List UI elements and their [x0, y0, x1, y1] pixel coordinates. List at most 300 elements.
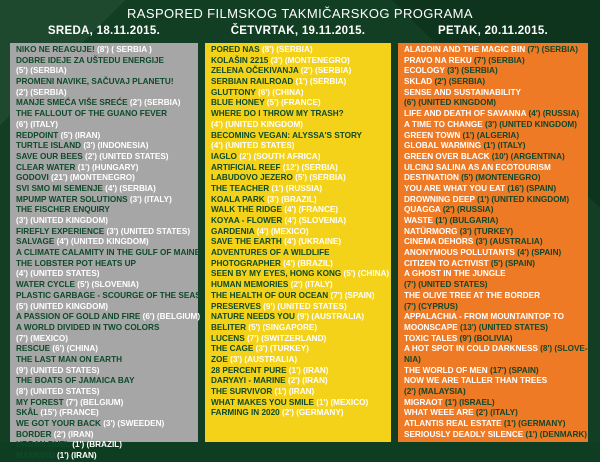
film-entry [211, 291, 385, 302]
film-title: LIFE AND DEATH OF SAVANNA [404, 109, 527, 119]
film-meta: (17') (SPAIN) [487, 365, 539, 375]
film-meta: (1') (SERBIA) [293, 77, 347, 87]
film-entry [404, 366, 582, 377]
film-title: ATLANTIS REAL ESTATE [404, 419, 502, 429]
film-meta: (1') (UNITED KINGDOM) [474, 194, 570, 204]
film-entry [211, 312, 385, 323]
film-meta: (9') (UNITED STATES) [16, 365, 100, 375]
column-header: ČETVRTAK, 19.11.2015. [230, 25, 366, 37]
film-title: TURTLE ISLAND [16, 141, 82, 151]
film-title: APPALACHIA - FROM MOUNTAINTOP TO [404, 312, 564, 322]
film-entry [211, 141, 385, 152]
film-title: GARDENIA [211, 226, 255, 236]
film-meta: (4') (RUSSIA) [526, 109, 580, 119]
film-entry [16, 88, 192, 99]
film-entry [211, 248, 385, 259]
film-title: ANONYMOUS POLLUTANTS [404, 248, 515, 258]
film-entry [211, 131, 385, 142]
film-meta: (3') (TURKEY) [253, 344, 309, 354]
film-entry [16, 66, 192, 77]
film-title: THE FALLOUT OF THE GUANO FEVER [16, 109, 168, 119]
film-meta: (1') (ALGERIA) [460, 130, 520, 140]
film-title: RESCUE [16, 344, 51, 354]
film-entry [211, 408, 385, 419]
film-entry [16, 45, 192, 56]
film-title: BLUE HONEY [211, 98, 265, 108]
film-meta: (1') (GERMANY) [501, 419, 566, 429]
film-entry [16, 184, 192, 195]
film-title: SKÅL [16, 408, 39, 418]
film-entry [16, 355, 192, 366]
film-entry [211, 205, 385, 216]
film-title: MY FOREST [16, 397, 64, 407]
film-meta: (2') (SERBIA) [16, 87, 67, 97]
column-wednesday [10, 22, 203, 461]
film-entry [16, 98, 192, 109]
film-entry [404, 237, 582, 248]
film-entry [404, 173, 582, 184]
film-entry [211, 173, 385, 184]
film-meta: (1') (RUSSIA) [269, 183, 323, 193]
film-title: GLOBAL WARMING [404, 141, 482, 151]
film-meta: (4') (SERBIA) [102, 183, 156, 193]
film-entry [211, 98, 385, 109]
film-title: 28 PERCENT PURE [211, 365, 287, 375]
film-entry [211, 323, 385, 334]
film-title: KOALA PARK [211, 194, 265, 204]
film-entry [16, 312, 201, 323]
film-title: FARMING IN 2020 [211, 408, 280, 418]
film-entry [211, 398, 385, 409]
film-meta: (5') (FRANCE) [264, 98, 321, 108]
film-meta: (1') (IRAN) [286, 365, 329, 375]
film-meta: (4') (UNITED STATES) [16, 269, 100, 279]
film-title: GLUTTONY [211, 87, 256, 97]
film-meta: (3') (SERBIA) [444, 66, 498, 76]
film-meta: (5') (SLOVENIA) [74, 280, 139, 290]
film-entry [404, 152, 582, 163]
film-meta: (3') (BRAZIL) [264, 194, 317, 204]
film-title: IAGLO [211, 151, 237, 161]
film-title: LUCENS [211, 333, 245, 343]
film-meta: (4') (UNITED KINGDOM) [54, 237, 149, 247]
film-entry [211, 216, 385, 227]
film-meta: (3') (AUSTRALIA) [473, 237, 543, 247]
film-entry [404, 355, 582, 366]
film-title: KOLAŠIN 2215 [211, 55, 269, 65]
film-meta: (3') (UNITED KINGDOM) [482, 119, 577, 129]
film-title: CITIZEN TO ACTIVIST [404, 258, 489, 268]
film-entry [16, 120, 192, 131]
film-entry [211, 237, 385, 248]
film-meta: (7') (BELGIUM) [63, 397, 124, 407]
film-title: REDPOINT [16, 130, 59, 140]
film-meta: (3') (AUSTRALIA) [227, 354, 298, 364]
film-title: GREEN TOWN [404, 130, 461, 140]
film-title: PROMENI NAVIKE, SAČUVAJ PLANETU! [16, 77, 174, 87]
film-entry [404, 280, 582, 291]
film-entry [211, 45, 385, 56]
column-thursday [205, 22, 391, 442]
film-entry [211, 109, 385, 120]
film-meta: (2') (IRAN) [51, 429, 94, 439]
film-title: THE SURVIVOR [211, 387, 273, 396]
film-meta: (1') (BRAZIL) [69, 440, 122, 450]
film-title: URBAN DUEL [16, 440, 70, 450]
film-title: SERBIAN RAILROAD [211, 77, 294, 87]
film-entry [404, 419, 582, 430]
film-title: PHOTOGRAPHER [211, 258, 281, 268]
film-title: A CLIMATE CALAMITY IN THE GULF OF MAINE: [16, 248, 203, 258]
film-title: WHAT MAKES YOU SMILE [211, 397, 314, 407]
film-title: THE HEALTH OF OUR OCEAN [211, 290, 329, 300]
film-entry [211, 376, 385, 387]
film-title: THE WORLD OF MEN [404, 365, 488, 375]
film-meta: (5') (SERBIA) [292, 173, 346, 183]
column-friday [398, 22, 588, 442]
film-meta: (2') (SERBIA) [432, 77, 486, 87]
film-title: A HOT SPOT IN COLD DARKNESS [404, 344, 538, 354]
film-title: THE FISCHER ENQUIRY [16, 205, 110, 215]
film-title: NATÜRMORG [404, 226, 458, 236]
film-entry [16, 227, 192, 238]
film-entry [211, 269, 390, 280]
film-title: PRESERVES [211, 301, 261, 311]
film-title: NATURE NEEDS YOU [211, 312, 295, 322]
film-title: WALK THE RIDGE [211, 205, 282, 215]
film-meta: (13') (UNITED STATES) [457, 322, 549, 332]
film-title: A TIME TO CHANGE [404, 119, 483, 129]
film-title: DARYAYI - MARINE [211, 376, 286, 386]
film-entry [211, 163, 385, 174]
film-meta: (5') (UNITED KINGDOM) [16, 301, 109, 311]
film-title: GODOVI [16, 173, 49, 183]
film-title: DROWNING DEEP [404, 194, 475, 204]
film-title: LABUDOVO JEZERO [211, 173, 293, 183]
film-title: BECOMING VEGAN: ALYSSA'S STORY [211, 130, 363, 140]
film-meta: (5') (SPAIN) [488, 258, 535, 268]
film-title: ZELENA OČEKIVANJA [211, 66, 299, 76]
film-title: WASTE [404, 216, 434, 225]
film-entry [16, 408, 192, 419]
film-entry [211, 344, 385, 355]
film-entry [404, 163, 582, 174]
film-title: A GHOST IN THE JUNGLE [404, 269, 506, 279]
film-entry [16, 205, 192, 216]
film-title: ECOLOGY [404, 66, 445, 76]
film-meta: (4') (FRANCE) [281, 205, 339, 215]
film-title: THE OLIVE TREE AT THE BORDER [404, 290, 541, 300]
film-entry [211, 152, 385, 163]
film-title: FIREFLY EXPERIENCE [16, 226, 105, 236]
film-entry [16, 451, 192, 462]
film-entry [16, 259, 192, 270]
film-entry [211, 195, 385, 206]
film-title: CINEMA DEHORS [404, 237, 474, 247]
film-title: A WORLD DIVIDED IN TWO COLORS [16, 322, 160, 332]
film-meta: (1') (MEXICO) [313, 397, 369, 407]
film-title: WHAT WEEE ARE [404, 408, 474, 418]
film-title: HUMAN MEMORIES [211, 280, 289, 290]
film-title: GREEN OVER BLACK [404, 151, 490, 161]
film-entry [404, 66, 582, 77]
film-meta: (1') (ITALY) [481, 141, 526, 151]
page-title: RASPORED FILMSKOG TAKMIČARSKOG PROGRAMA [127, 6, 473, 21]
film-entry [16, 376, 192, 387]
film-meta: (8') ( SERBIA ) [94, 45, 152, 54]
film-title: DOBRE IDEJE ZA UŠTEDU ENERGIJE [16, 55, 165, 65]
film-meta: (5') (IRAN) [58, 130, 101, 140]
film-entry [16, 77, 192, 88]
film-entry [16, 131, 192, 142]
film-entry [404, 98, 582, 109]
film-meta: (3') (UNITED STATES) [104, 226, 191, 236]
film-title: ADVENTURES OF A WILDLIFE [211, 248, 330, 258]
film-meta: (7') (CYPRUS) [404, 301, 458, 311]
film-entry [404, 334, 582, 345]
film-meta: (2') (GERMANY) [279, 408, 344, 418]
film-meta: (5') (SINGAPORE) [246, 322, 318, 332]
film-meta: (9') (AUSTRALIA) [294, 312, 365, 322]
film-meta: (2') (ITALY) [288, 280, 333, 290]
film-meta: (5') (CHINA) [341, 269, 390, 279]
film-list [205, 43, 391, 442]
film-entry [16, 269, 192, 280]
film-title: THE CAGE [211, 344, 254, 354]
film-meta: (1') (IRAN) [54, 451, 97, 461]
film-entry [211, 302, 385, 313]
film-meta: (12') (SERBIA) [280, 162, 338, 172]
film-entry [16, 109, 192, 120]
film-title: SENSE AND SUSTAINABILITY [404, 87, 521, 97]
film-meta: (2') (SERBIA) [298, 66, 352, 76]
film-meta: (1') (DENMARK) [523, 429, 588, 439]
film-meta: (2') (SERBIA) [127, 98, 181, 108]
film-meta: (2') (ITALY) [473, 408, 518, 418]
film-title: ALADDIN AND THE MAGIC BIN [404, 45, 526, 54]
film-meta: (6') (ITALY) [16, 119, 58, 129]
film-title: ARTIFICIAL REEF [211, 162, 281, 172]
film-meta: (4') (UKRAINE) [281, 237, 342, 247]
film-entry [404, 259, 582, 270]
film-title: BELITER [211, 322, 247, 332]
film-title: THE TEACHER [211, 183, 270, 193]
film-title: THE BOATS OF JAMAICA BAY [16, 376, 135, 386]
film-title: SEEN BY MY EYES, HONG KONG [211, 269, 342, 279]
film-title: THE LAST MAN ON EARTH [16, 354, 122, 364]
film-meta: (4') (UNITED KINGDOM) [211, 119, 304, 129]
film-meta: (4') (BRAZIL) [280, 258, 333, 268]
film-entry [404, 248, 582, 259]
film-meta: (21') (MONTENEGRO) [48, 173, 135, 183]
film-meta: (3') (ITALY) [127, 194, 172, 204]
film-entry [16, 323, 192, 334]
film-entry [16, 334, 192, 345]
film-entry [211, 227, 385, 238]
film-meta: (7') (MEXICO) [16, 333, 68, 343]
film-meta: (7') (SWITZERLAND) [244, 333, 327, 343]
film-meta: (9') (UNITED STATES) [260, 301, 347, 311]
film-title: SVI SMO MI SEMENJE [16, 183, 103, 193]
film-meta: (2') (RUSSIA) [440, 205, 494, 215]
film-meta: (2') (UNITED STATES) [82, 151, 169, 161]
film-meta: (2') (SOUTH AFRICA) [236, 151, 321, 161]
film-meta: (1') (HUNGARY) [75, 162, 139, 172]
film-title: PORED NAS [211, 45, 260, 54]
film-entry [211, 88, 385, 99]
film-meta: (2') (IRAN) [285, 376, 328, 386]
film-meta: (8') (SLOVE- [537, 344, 588, 354]
column-header: PETAK, 20.11.2015. [437, 25, 549, 37]
film-meta: (10') (ARGENTINA) [489, 151, 565, 161]
film-meta: (1') (BULGARIA) [433, 216, 499, 225]
film-entry [404, 131, 582, 142]
film-entry [211, 387, 385, 398]
film-entry [404, 45, 582, 56]
film-meta: (7') (UNITED STATES) [404, 280, 488, 290]
film-title: SAVE THE EARTH [211, 237, 282, 247]
film-entry [16, 366, 192, 377]
film-meta: (2') (MALAYSIA) [404, 387, 466, 396]
film-title: WATER CYCLE [16, 280, 75, 290]
film-title: WE GOT YOUR BACK [16, 419, 101, 429]
film-entry [211, 56, 385, 67]
film-entry [404, 376, 582, 387]
film-entry [404, 312, 582, 323]
film-entry [404, 195, 582, 206]
film-entry [16, 387, 192, 398]
film-title: CLEAR WATER [16, 162, 76, 172]
film-entry [211, 184, 385, 195]
film-entry [404, 205, 582, 216]
film-meta: (4') (UNITED STATES) [211, 141, 295, 151]
film-entry [211, 366, 385, 377]
film-title: QUAGGA [404, 205, 441, 215]
film-title: SERIOUSLY DEADLY SILENCE [404, 429, 524, 439]
film-meta: (3') (UNITED KINGDOM) [16, 216, 109, 225]
film-entry [404, 184, 582, 195]
film-entry [16, 141, 192, 152]
film-entry [404, 269, 582, 280]
film-entry [16, 430, 192, 441]
film-meta: (7') (SERBIA) [525, 45, 579, 54]
film-meta: (3') (SWEEDEN) [100, 419, 165, 429]
film-entry [211, 120, 385, 131]
film-title: PLASTIC GARBAGE - SCOURGE OF THE SEAS [16, 290, 201, 300]
film-list [10, 43, 203, 461]
film-entry [16, 290, 201, 302]
film-title: PRAVO NA REKU [404, 55, 472, 65]
film-meta: (6') (BELGIUM) [140, 312, 201, 322]
film-entry [211, 66, 385, 77]
film-meta: (7') (SPAIN) [328, 290, 375, 300]
film-title: YOU ARE WHAT YOU EAT [404, 183, 506, 193]
film-list [398, 43, 588, 442]
film-entry [404, 323, 582, 334]
film-entry [16, 280, 192, 291]
film-entry [16, 152, 192, 163]
film-title: SKLAD [404, 77, 433, 87]
film-meta: (7') (SERBIA) [471, 55, 525, 65]
film-meta: (3') (MONTENEGRO) [268, 55, 350, 65]
film-meta: (8') (UNITED STATES) [16, 387, 100, 396]
film-entry [404, 398, 582, 409]
film-title: A PASSION OF GOLD AND FIRE [16, 312, 141, 322]
film-entry [16, 302, 192, 313]
film-entry [211, 77, 385, 88]
film-entry [404, 120, 582, 131]
film-entry [16, 398, 192, 409]
film-entry [211, 259, 385, 270]
film-title: THE LOBSTER POT HEATS UP [16, 258, 136, 268]
film-meta: (6') (UNITED KINGDOM) [404, 98, 497, 108]
film-entry [16, 248, 203, 259]
film-meta: (9') (BOLIVIA) [457, 333, 513, 343]
film-entry [404, 141, 582, 152]
film-title: MPUMP WATER SOLUTIONS [16, 194, 128, 204]
film-meta: (8') (SERBIA) [259, 45, 313, 54]
film-meta: (6') (CHINA) [50, 344, 99, 354]
film-entry [16, 440, 192, 451]
column-header: SREDA, 18.11.2015. [47, 25, 161, 37]
film-entry [16, 216, 192, 227]
film-title: ZOE [211, 354, 228, 364]
film-title: SAVE OUR BEES [16, 151, 83, 161]
film-title: MIGRAOT [404, 397, 443, 407]
film-title: NIKO NE REAGUJE! [16, 45, 95, 54]
film-entry [211, 280, 385, 291]
film-entry [16, 419, 192, 430]
film-title: NOW WE ARE TALLER THAN TREES [404, 376, 548, 386]
film-title: BORDER [16, 429, 52, 439]
film-entry [211, 334, 385, 345]
film-entry [404, 77, 582, 88]
film-title: MANJE SMEĆA VIŠE SREĆE [16, 98, 128, 108]
film-entry [404, 56, 582, 67]
film-entry [404, 387, 582, 398]
film-entry [404, 429, 588, 441]
film-entry [404, 344, 588, 355]
film-entry [404, 88, 582, 99]
film-entry [16, 56, 192, 67]
film-title: ULCINJ SALINA AS AN ECOTOURISM [404, 162, 551, 172]
film-meta: NIA) [404, 354, 421, 364]
film-meta: (5') (MONTENEGRO) [458, 173, 541, 183]
film-entry [16, 173, 192, 184]
film-title: KOYAA - FLOWER [211, 216, 283, 225]
film-entry [16, 237, 192, 248]
film-entry [16, 344, 192, 355]
film-title: TOXIC TALES [404, 333, 458, 343]
film-meta: (4') (SPAIN) [514, 248, 562, 258]
film-meta: (4') (SLOVENIA) [282, 216, 347, 225]
film-entry [16, 195, 192, 206]
film-meta: (1') (IRAN) [272, 387, 315, 396]
film-meta: (6') (CHINA) [255, 87, 304, 97]
film-entry [404, 109, 582, 120]
film-entry [16, 163, 192, 174]
film-meta: (4') (MEXICO) [254, 226, 309, 236]
film-title: MANKIND [16, 451, 55, 461]
film-entry [404, 216, 582, 227]
film-title: WHERE DO I THROW MY TRASH? [211, 109, 344, 119]
film-entry [404, 291, 582, 302]
film-entry [404, 408, 582, 419]
film-title: DESTINATION [404, 173, 459, 183]
film-meta: (16') (SPAIN) [505, 183, 557, 193]
film-meta: (15') (FRANCE) [38, 408, 99, 418]
film-entry [211, 355, 385, 366]
